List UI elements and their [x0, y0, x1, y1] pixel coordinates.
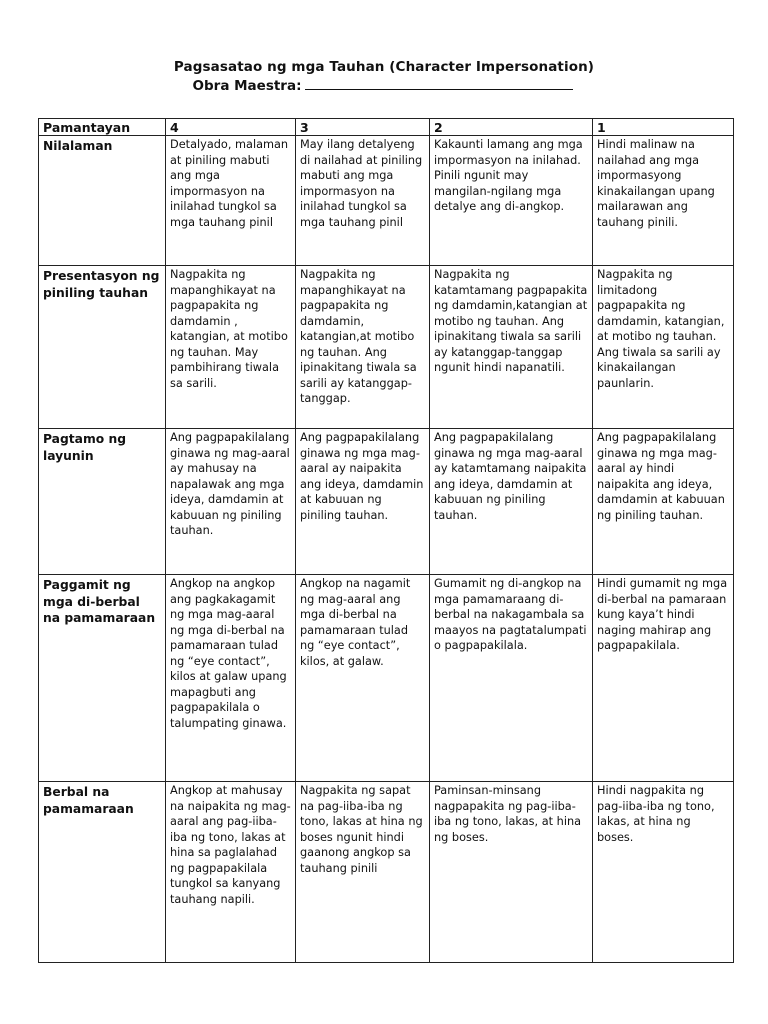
rubric-row-di-berbal: [39, 575, 734, 782]
criterion-cell: Pagtamo ng layunin: [39, 429, 166, 575]
criterion-cell: Paggamit ng mga di-berbal na pamamaraan: [39, 575, 166, 782]
score-3-cell: Nagpakita ng sapat na pag-iiba-iba ng tono, lakas at hina ng boses ngunit hindi gaanong angkop sa tauhang pinili: [296, 782, 430, 963]
score-1-cell: Hindi nagpakita ng pag-iiba-iba ng tono, lakas, at hina ng boses.: [593, 782, 734, 963]
rubric-row-berbal: [39, 782, 734, 963]
rubric-table: [38, 118, 734, 963]
score-2-cell: Gumamit ng di-angkop na mga pamamaraang di-berbal na nakagambala sa maayos na pagtatalumpati o pagpapakilala.: [430, 575, 593, 782]
score-3-cell: Nagpakita ng mapanghikayat na pagpapakita ng damdamin, katangian,at motibo ng tauhan. Ang ipinakitang tiwala sa sarili ay katanggap-tanggap.: [296, 266, 430, 429]
score-1-cell: Ang pagpapakilalang ginawa ng mga mag-aaral ay hindi naipakita ang ideya, damdamin at kabuuan ng piniling tauhan.: [593, 429, 734, 575]
rubric-row-nilalaman: [39, 136, 734, 266]
score-1-cell: Hindi gumamit ng mga di-berbal na pamaraan kung kaya’t hindi naging mahirap ang pagpapakilala.: [593, 575, 734, 782]
score-2-cell: Paminsan-minsang nagpapakita ng pag-iiba-iba ng tono, lakas, at hina ng boses.: [430, 782, 593, 963]
header-cell-2: 2: [430, 119, 593, 136]
score-4-cell: Angkop at mahusay na naipakita ng mag-aaral ang pag-iiba-iba ng tono, lakas at hina sa paglalahad ng pagpapakilala tungkol sa kanyang tauhang napili.: [166, 782, 296, 963]
score-4-cell: Detalyado, malaman at piniling mabuti ang mga impormasyon na inilahad tungkol sa mga tauhang pinil: [166, 136, 296, 266]
obra-maestra-line: [0, 77, 768, 96]
score-2-cell: Kakaunti lamang ang mga impormasyon na inilahad. Pinili ngunit may mangilan-ngilang mga detalye ang di-angkop.: [430, 136, 593, 266]
rubric-row-pagtamo: [39, 429, 734, 575]
criterion-cell: Berbal na pamamaraan: [39, 782, 166, 963]
criterion-cell: Nilalaman: [39, 136, 166, 266]
header-cell-4: 4: [166, 119, 296, 136]
document-header: [0, 58, 768, 96]
rubric-header-row: [39, 119, 734, 136]
score-4-cell: Nagpakita ng mapanghikayat na pagpapakita ng damdamin , katangian, at motibo ng tauhan. May pambihirang tiwala sa sarili.: [166, 266, 296, 429]
obra-maestra-label: Obra Maestra:: [192, 78, 302, 94]
score-3-cell: May ilang detalyeng di nailahad at piniling mabuti ang mga impormasyon na inilahad tungkol sa mga tauhang pinil: [296, 136, 430, 266]
score-2-cell: Ang pagpapakilalang ginawa ng mga mag-aaral ay katamtamang naipakita ang ideya, damdamin at kabuuan ng piniling tauhan.: [430, 429, 593, 575]
score-2-cell: Nagpakita ng katamtamang pagpapakita ng damdamin,katangian at motibo ng tauhan. Ang ipinakitang tiwala sa sarili ay katanggap-tanggap ngunit hindi napanatili.: [430, 266, 593, 429]
obra-maestra-blank: [305, 77, 573, 90]
score-1-cell: Nagpakita ng limitadong pagpapakita ng damdamin, katangian, at motibo ng tauhan. Ang tiwala sa sarili ay kinakailangan paunlarin.: [593, 266, 734, 429]
score-4-cell: Angkop na angkop ang pagkakagamit ng mga mag-aaral ng mga di-berbal na pamamaraan tulad ng “eye contact”, kilos at galaw upang mapagbuti ang pagpapakilala o talumpating ginawa.: [166, 575, 296, 782]
score-3-cell: Angkop na nagamit ng mag-aaral ang mga di-berbal na pamamaraan tulad ng “eye contact”, kilos, at galaw.: [296, 575, 430, 782]
rubric-row-presentasyon: [39, 266, 734, 429]
score-1-cell: Hindi malinaw na nailahad ang mga impormasyong kinakailangan upang mailarawan ang tauhang pinili.: [593, 136, 734, 266]
score-4-cell: Ang pagpapakilalang ginawa ng mag-aaral ay mahusay na napalawak ang mga ideya, damdamin at kabuuan ng piniling tauhan.: [166, 429, 296, 575]
document-title: Pagsasatao ng mga Tauhan (Character Impersonation): [173, 59, 595, 75]
header-cell-1: 1: [593, 119, 734, 136]
criterion-cell: Presentasyon ng piniling tauhan: [39, 266, 166, 429]
header-cell-3: 3: [296, 119, 430, 136]
header-cell-pamantayan: Pamantayan: [39, 119, 166, 136]
score-3-cell: Ang pagpapakilalang ginawa ng mga mag-aaral ay naipakita ang ideya, damdamin at kabuuan ng piniling tauhan.: [296, 429, 430, 575]
